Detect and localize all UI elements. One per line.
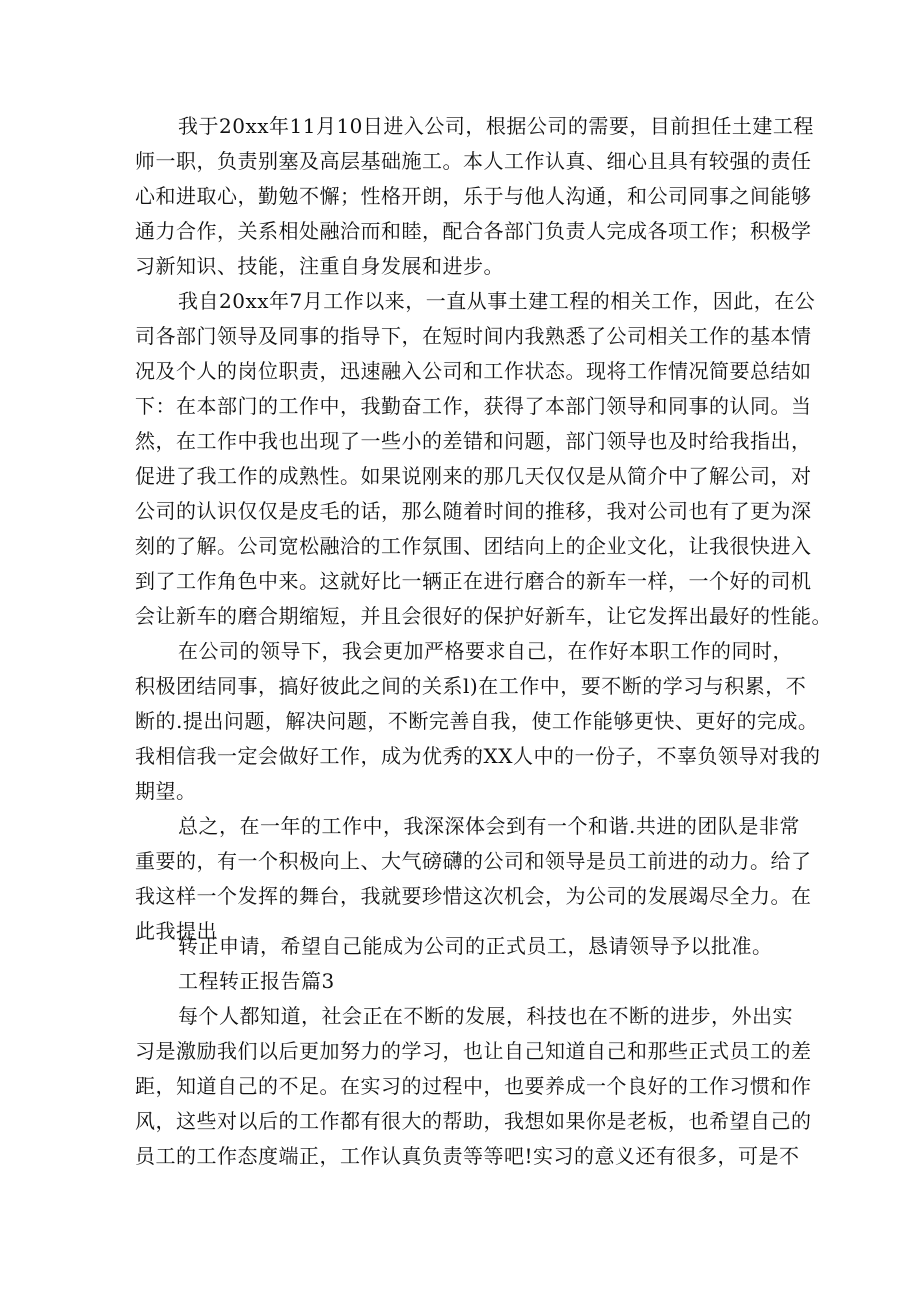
paragraph-line: 促进了我工作的成熟性。如果说刚来的那几天仅仅是从简介中了解公司，对 — [135, 464, 812, 488]
paragraph-line: 我这样一个发挥的舞台，我就要珍惜这次机会，为公司的发展竭尽全力。在 — [135, 884, 812, 908]
paragraph-line: 总之，在一年的工作中，我深深体会到有一个和谐.共进的团队是非常 — [178, 814, 800, 838]
paragraph-line: 每个人都知道，社会正在不断的发展，科技也在不断的进步，外出实 — [178, 1004, 793, 1028]
paragraph-line: 断的.提出问题，解决问题，不断完善自我，使工作能够更快、更好的完成。 — [135, 709, 819, 733]
paragraph-line: 刻的了解。公司宽松融洽的工作氛围、团结向上的企业文化，让我很快进入 — [135, 534, 812, 558]
paragraph-line: 通力合作，关系相处融洽而和睦，配合各部门负责人完成各项工作；积极学 — [135, 219, 812, 243]
paragraph-line: 司各部门领导及同事的指导下，在短时间内我熟悉了公司相关工作的基本情 — [135, 324, 812, 348]
paragraph-line: 积极团结同事，搞好彼此之间的关系l)在工作中，要不断的学习与积累，不 — [135, 674, 807, 698]
paragraph-line: 风，这些对以后的工作都有很大的帮助，我想如果你是老板，也希望自己的 — [135, 1109, 812, 1133]
paragraph-line: 心和进取心，勤勉不懈；性格开朗，乐于与他人沟通，和公司同事之间能够 — [135, 184, 812, 208]
section-heading: 工程转正报告篇3 — [178, 969, 335, 993]
paragraph-line: 然，在工作中我也出现了一些小的差错和问题，部门领导也及时给我指出， — [135, 429, 812, 453]
paragraph-line: 习新知识、技能，注重自身发展和进步。 — [135, 254, 504, 278]
paragraph-line: 到了工作角色中来。这就好比一辆正在进行磨合的新车一样，一个好的司机 — [135, 569, 812, 593]
paragraph-line: 重要的，有一个积极向上、大气磅礴的公司和领导是员工前进的动力。给了 — [135, 849, 812, 873]
paragraph-line: 此我提出 — [135, 919, 217, 943]
paragraph-line: 会让新车的磨合期缩短，并且会很好的保护好新车，让它发挥出最好的性能。 — [135, 604, 832, 628]
paragraph-line: 期望。 — [135, 779, 197, 803]
paragraph-line: 在公司的领导下，我会更加严格要求自己，在作好本职工作的同时， — [178, 639, 793, 663]
paragraph-line: 员工的工作态度端正，工作认真负责等等吧!实习的意义还有很多，可是不 — [135, 1144, 800, 1168]
paragraph-line: 下：在本部门的工作中，我勤奋工作，获得了本部门领导和同事的认同。当 — [135, 394, 812, 418]
paragraph-line: 我自20xx年7月工作以来，一直从事土建工程的相关工作，因此，在公 — [178, 289, 816, 313]
paragraph-line: 师一职，负责别塞及高层基础施工。本人工作认真、细心且具有较强的责任 — [135, 149, 812, 173]
paragraph-line: 距，知道自己的不足。在实习的过程中，也要养成一个良好的工作习惯和作 — [135, 1074, 812, 1098]
paragraph-line: 况及个人的岗位职责，迅速融入公司和工作状态。现将工作情况简要总结如 — [135, 359, 812, 383]
paragraph-line: 转正申请，希望自己能成为公司的正式员工，恳请领导予以批准。 — [178, 934, 773, 958]
paragraph-line: 我于20xx年11月10日进入公司，根据公司的需要，目前担任土建工程 — [178, 114, 814, 138]
paragraph-line: 习是激励我们以后更加努力的学习，也让自己知道自己和那些正式员工的差 — [135, 1039, 812, 1063]
paragraph-line: 公司的认识仅仅是皮毛的话，那么随着时间的推移，我对公司也有了更为深 — [135, 499, 812, 523]
paragraph-line: 我相信我一定会做好工作，成为优秀的XX人中的一份子，不辜负领导对我的 — [135, 744, 821, 768]
